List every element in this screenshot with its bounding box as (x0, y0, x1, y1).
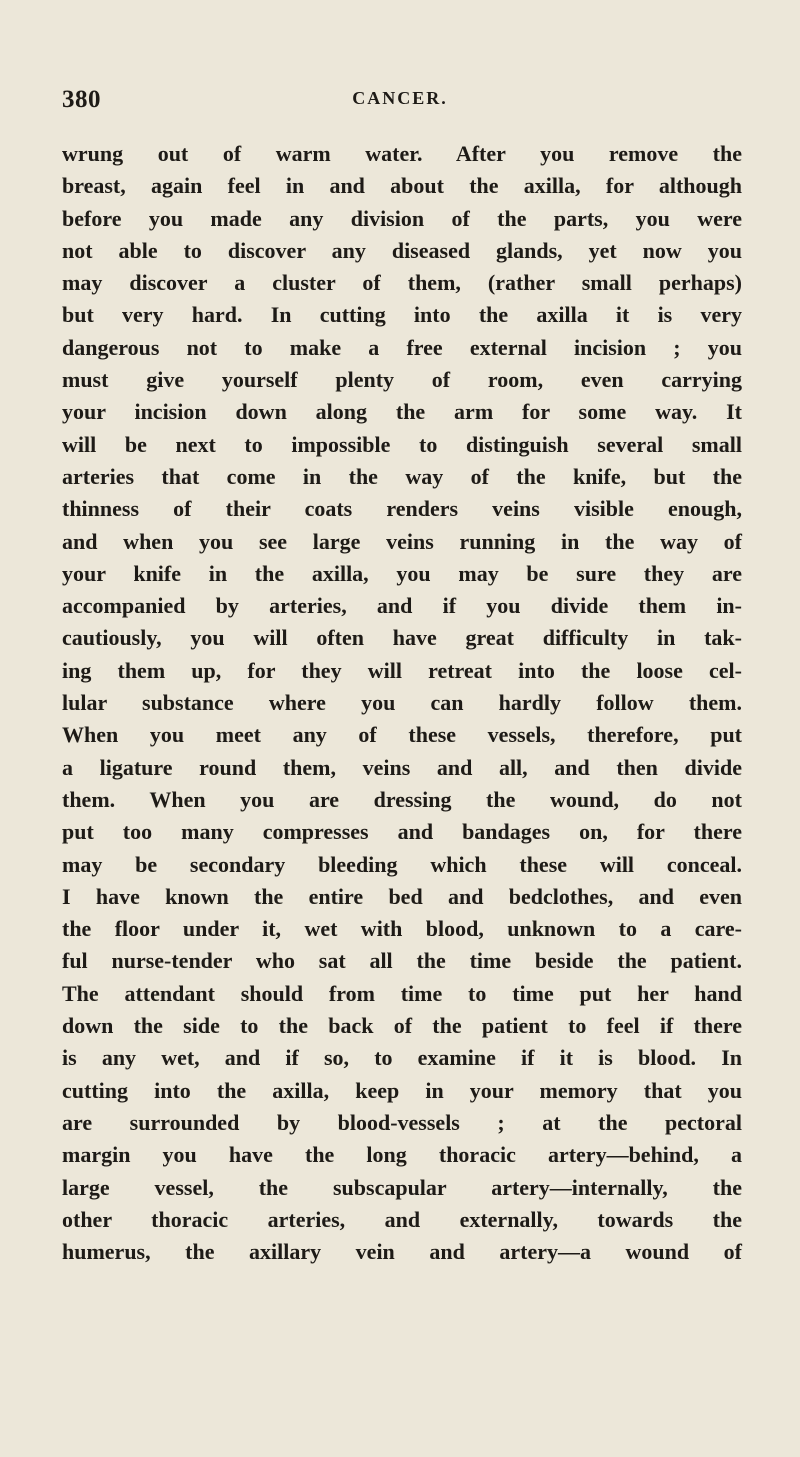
text-line: large vessel, the subscapular artery—internally, the (62, 1174, 742, 1200)
text-line: humerus, the axillary vein and artery—a wound of (62, 1239, 742, 1265)
text-line: not able to discover any diseased glands, yet now you (62, 237, 742, 263)
text-line: other thoracic arteries, and externally, towards the (62, 1206, 742, 1232)
text-line: a ligature round them, veins and all, and then divide (62, 754, 742, 780)
text-line: may discover a cluster of them, (rather small perhaps) (62, 270, 742, 296)
text-line: must give yourself plenty of room, even carrying (62, 367, 742, 393)
text-line: dangerous not to make a free external incision ; you (62, 334, 742, 360)
text-line: is any wet, and if so, to examine if it is blood. In (62, 1045, 742, 1071)
text-line: I have known the entire bed and bedclothes, and even (62, 883, 742, 909)
text-line: your knife in the axilla, you may be sure they are (62, 560, 742, 586)
text-line: cautiously, you will often have great difficulty in tak- (62, 625, 742, 651)
text-line: When you meet any of these vessels, therefore, put (62, 722, 742, 748)
text-line: lular substance where you can hardly follow them. (62, 690, 742, 716)
text-line: put too many compresses and bandages on, for there (62, 819, 742, 845)
text-line: the floor under it, wet with blood, unknown to a care- (62, 916, 742, 942)
text-line: may be secondary bleeding which these will conceal. (62, 851, 742, 877)
text-line: will be next to impossible to distinguish several small (62, 431, 742, 457)
text-line: them. When you are dressing the wound, do not (62, 786, 742, 812)
text-line: wrung out of warm water. After you remove the (62, 141, 742, 166)
running-title: CANCER. (352, 88, 448, 108)
text-line: are surrounded by blood-vessels ; at the pectoral (62, 1109, 742, 1135)
text-line: your incision down along the arm for some way. It (62, 399, 742, 425)
text-line: thinness of their coats renders veins visible enough, (62, 496, 742, 522)
text-line: cutting into the axilla, keep in your memory that you (62, 1077, 742, 1103)
body-text (62, 138, 742, 1268)
text-line: accompanied by arteries, and if you divide them in- (62, 593, 742, 619)
text-line: and when you see large veins running in the way of (62, 528, 742, 554)
text-line: down the side to the back of the patient to feel if there (62, 1013, 742, 1039)
text-line: The attendant should from time to time put her hand (62, 980, 742, 1006)
text-line: but very hard. In cutting into the axilla it is very (62, 302, 742, 328)
text-line: margin you have the long thoracic artery—behind, a (62, 1142, 742, 1168)
text-line: arteries that come in the way of the knife, but the (62, 463, 742, 489)
page-number: 380 (62, 86, 101, 113)
text-line: breast, again feel in and about the axilla, for although (62, 173, 742, 199)
text-line: ing them up, for they will retreat into the loose cel- (62, 657, 742, 683)
text-line: before you made any division of the parts, you were (62, 205, 742, 231)
text-line: ful nurse-tender who sat all the time beside the patient. (62, 948, 742, 974)
